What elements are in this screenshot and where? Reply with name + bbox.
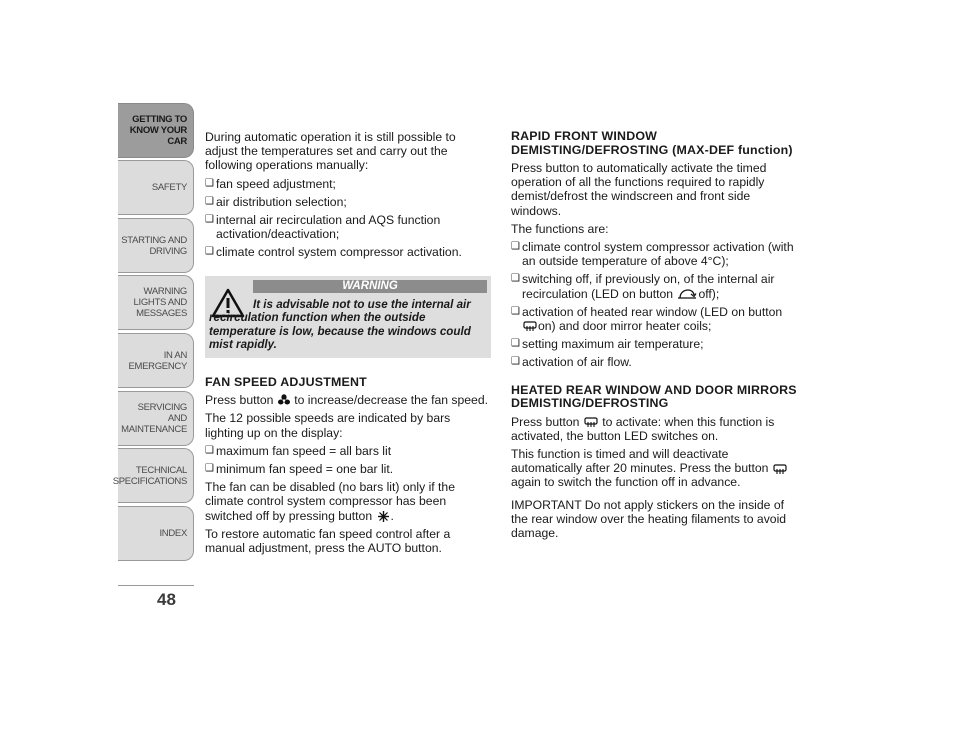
tab-label: IN AN EMERGENCY (128, 349, 187, 372)
tab-label: SERVICING AND MAINTENANCE (121, 402, 187, 435)
rear-paragraph-1 (511, 415, 797, 443)
rear-window-heater-icon (584, 417, 598, 428)
fan-p1-after: to increase/decrease the fan speed. (294, 393, 488, 408)
tab-getting-to-know-your-car[interactable] (118, 103, 194, 158)
left-column (205, 130, 491, 559)
list-item-after: on) and door mirror heater coils; (538, 319, 712, 334)
rear-window-heading: HEATED REAR WINDOW AND DOOR MIRRORS DEMISTING/DEFROSTING (511, 382, 797, 411)
max-def-paragraph-2: The functions are: (511, 221, 609, 236)
right-column (511, 130, 797, 544)
tab-warning-lights[interactable] (118, 275, 194, 330)
rear-paragraph-2 (511, 447, 797, 490)
tab-technical-specifications[interactable] (112, 448, 194, 503)
max-def-functions-list (511, 240, 797, 370)
fan-paragraph-2: The 12 possible speeds are indicated by bars lighting up on the display: (205, 411, 451, 440)
page-number: 48 (157, 590, 176, 609)
tab-label: SAFETY (151, 182, 187, 193)
fan-paragraph-4: To restore automatic fan speed control after a manual adjustment, press the AUTO button. (205, 526, 451, 556)
snowflake-fan-icon (377, 510, 390, 523)
page-number-rule (118, 585, 194, 586)
rear-window-heater-icon (523, 321, 537, 332)
fan-speed-heading: FAN SPEED ADJUSTMENT (205, 374, 367, 389)
list-item: ❑ climate control system compressor activation. (205, 245, 491, 259)
tab-label: TECHNICAL SPECIFICATIONS (112, 464, 188, 487)
tab-in-an-emergency[interactable] (118, 333, 194, 388)
fan-speed-list (205, 444, 491, 476)
rear-window-heater-icon (773, 464, 787, 475)
rear-p1-after: to activate: when this function is activated, the button LED switches on. (511, 414, 775, 443)
fan-p3-after: . (390, 508, 394, 523)
tab-index[interactable] (118, 506, 194, 561)
tab-label: WARNING LIGHTS AND MESSAGES (133, 286, 187, 319)
max-def-paragraph-1: Press button to automatically activate the timed operation of all the functions required to rapidly demist/defrost the windscreen and front side windows. (511, 161, 767, 218)
warning-header: WARNING (253, 280, 487, 293)
warning-text: It is advisable not to use the internal air recirculation function when the outside temperature is low, because the windows could mist rapidly. (209, 297, 471, 352)
list-item (511, 272, 797, 300)
tab-starting-and-driving[interactable] (118, 218, 194, 273)
tab-label: INDEX (159, 528, 187, 539)
list-item-before: activation of heated rear window (LED on button (522, 304, 783, 319)
fan-icon (278, 394, 290, 407)
max-def-heading: RAPID FRONT WINDOW DEMISTING/DEFROSTING (MAX-DEF function) (511, 129, 793, 157)
important-note: IMPORTANT Do not apply stickers on the inside of the rear window over the heating filaments to avoid damage. (511, 497, 787, 541)
list-item: ❑ internal air recirculation and AQS function activation/deactivation; (205, 213, 491, 241)
list-item-after: off); (698, 286, 720, 301)
rear-p2-before: This function is timed and will deactivate automatically after 20 minutes. Press the button (511, 447, 769, 476)
tab-safety[interactable] (118, 160, 194, 215)
intro-paragraph: During automatic operation it is still possible to adjust the temperatures set and carry out the following operations manually: (205, 130, 456, 173)
list-item: ❑ air distribution selection; (205, 195, 491, 209)
list-item: ❑ fan speed adjustment; (205, 177, 491, 191)
list-item: ❑ minimum fan speed = one bar lit. (205, 462, 491, 476)
recirculation-icon (677, 289, 697, 300)
rear-p2-after: again to switch the function off in advance. (511, 475, 741, 490)
fan-paragraph-3 (205, 480, 491, 523)
list-item: ❑ maximum fan speed = all bars lit (205, 444, 491, 458)
list-item: ❑ climate control system compressor activation (with an outside temperature of above 4°C); (511, 240, 797, 268)
fan-paragraph-1 (205, 393, 491, 407)
fan-p1-before: Press button (205, 393, 274, 408)
warning-box (205, 276, 491, 358)
list-item-before: switching off, if previously on, of the internal air recirculation (LED on button (522, 272, 775, 301)
tab-label: GETTING TO KNOW YOUR CAR (129, 114, 187, 147)
list-item (511, 305, 797, 333)
fan-p3-before: The fan can be disabled (no bars lit) only if the climate control system compressor has been switched off by pressing button (205, 480, 455, 523)
tab-servicing[interactable] (118, 391, 194, 446)
manual-operations-list (205, 177, 491, 260)
rear-p1-before: Press button (511, 414, 580, 429)
tab-label: STARTING AND DRIVING (121, 234, 187, 257)
list-item: ❑ activation of air flow. (511, 355, 797, 369)
list-item: ❑ setting maximum air temperature; (511, 337, 797, 351)
